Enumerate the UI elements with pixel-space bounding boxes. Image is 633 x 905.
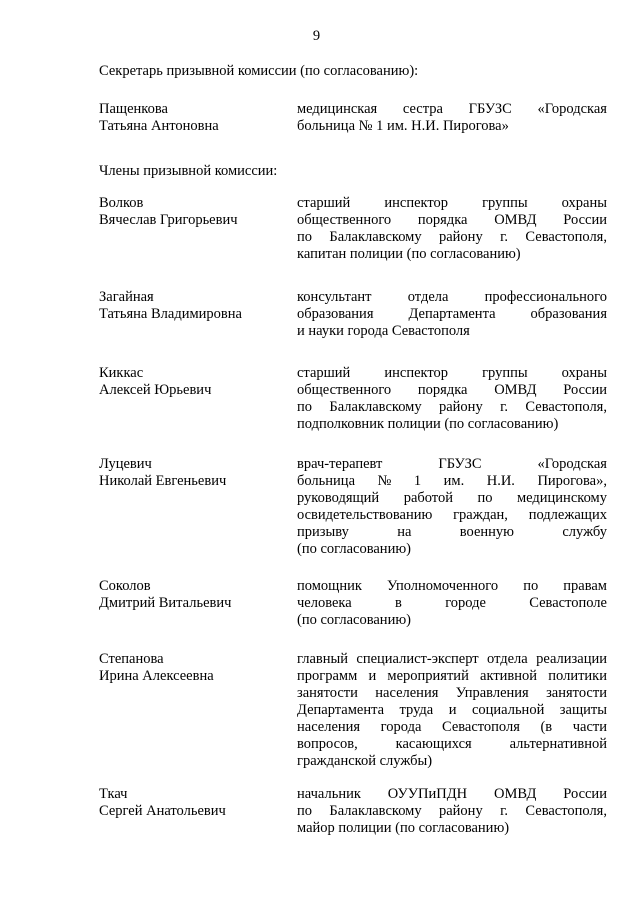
person-role bbox=[297, 786, 607, 837]
person-name bbox=[99, 289, 289, 323]
role-word: району bbox=[438, 229, 483, 245]
role-word: труда bbox=[399, 702, 434, 718]
role-line bbox=[297, 229, 607, 246]
role-word: «Городская bbox=[537, 456, 607, 472]
role-word: по bbox=[297, 229, 313, 245]
role-word: Севастополе bbox=[529, 595, 607, 611]
role-word: образования bbox=[297, 306, 374, 322]
role-word: занятости bbox=[297, 685, 358, 701]
person-surname: Соколов bbox=[99, 578, 151, 594]
secretary-heading: Секретарь призывной комиссии (по согласованию): bbox=[99, 63, 419, 79]
role-word: ОМВД bbox=[494, 212, 537, 228]
person-given-names: Алексей Юрьевич bbox=[99, 382, 212, 398]
person-given-names: Николай Евгеньевич bbox=[99, 473, 227, 489]
role-word: ОМВД bbox=[494, 382, 537, 398]
role-line bbox=[297, 820, 607, 837]
role-word: г. bbox=[500, 803, 509, 819]
role-line bbox=[297, 507, 607, 524]
person-given-names: Татьяна Владимировна bbox=[99, 306, 242, 322]
role-word: Пирогова», bbox=[537, 473, 607, 489]
role-word: города bbox=[380, 719, 422, 735]
role-line bbox=[297, 306, 607, 323]
person-name bbox=[99, 101, 289, 135]
person-surname: Волков bbox=[99, 195, 144, 211]
role-word: руководящий bbox=[297, 490, 380, 506]
role-word: Севастополя, bbox=[525, 399, 607, 415]
role-word: по bbox=[523, 578, 539, 594]
role-word: и науки города Севастополя bbox=[297, 323, 470, 339]
role-word: больница № 1 им. Н.И. Пирогова» bbox=[297, 118, 509, 134]
role-word: человека bbox=[297, 595, 352, 611]
role-line bbox=[297, 668, 607, 685]
role-word: сестра bbox=[402, 101, 443, 117]
role-line bbox=[297, 365, 607, 382]
person-role bbox=[297, 289, 607, 340]
person-role bbox=[297, 195, 607, 263]
role-word: и bbox=[368, 668, 377, 684]
role-word: капитан полиции (по согласованию) bbox=[297, 246, 521, 262]
person-surname: Загайная bbox=[99, 289, 154, 305]
role-word: (в bbox=[540, 719, 553, 735]
role-word: России bbox=[563, 786, 607, 802]
role-word: Севастополя, bbox=[525, 229, 607, 245]
role-word: Департамента bbox=[297, 702, 385, 718]
role-word: Севастополя bbox=[441, 719, 520, 735]
role-word: № bbox=[377, 473, 392, 489]
role-word: подполковник полиции (по согласованию) bbox=[297, 416, 559, 432]
person-surname: Степанова bbox=[99, 651, 164, 667]
role-line bbox=[297, 289, 607, 306]
role-line bbox=[297, 246, 607, 263]
role-word: военную bbox=[459, 524, 514, 540]
role-word: больница bbox=[297, 473, 355, 489]
role-word: работой bbox=[403, 490, 453, 506]
role-word: порядка bbox=[417, 382, 468, 398]
person-given-names: Вячеслав Григорьевич bbox=[99, 212, 238, 228]
role-word: району bbox=[438, 399, 483, 415]
person-given-names: Дмитрий Витальевич bbox=[99, 595, 232, 611]
role-word: г. bbox=[500, 399, 509, 415]
role-word: реализации bbox=[536, 651, 607, 667]
role-word: охраны bbox=[561, 365, 607, 381]
role-word: вопросов, bbox=[297, 736, 358, 752]
role-line bbox=[297, 685, 607, 702]
person-given-names: Сергей Анатольевич bbox=[99, 803, 226, 819]
role-word: Севастополя, bbox=[525, 803, 607, 819]
role-word: защиты bbox=[559, 702, 607, 718]
role-line bbox=[297, 416, 607, 433]
person-surname: Ткач bbox=[99, 786, 128, 802]
person-role bbox=[297, 365, 607, 433]
person-given-names: Татьяна Антоновна bbox=[99, 118, 219, 134]
role-word: Балаклавскому bbox=[329, 229, 422, 245]
role-word: альтернативной bbox=[509, 736, 607, 752]
role-word: в bbox=[395, 595, 402, 611]
person-name bbox=[99, 786, 289, 820]
role-word: населения bbox=[375, 685, 439, 701]
role-word: ОМВД bbox=[493, 786, 537, 802]
role-word: консультант bbox=[297, 289, 372, 305]
role-word: на bbox=[397, 524, 412, 540]
role-word: инспектор bbox=[384, 195, 449, 211]
person-role bbox=[297, 456, 607, 558]
role-word: ОУУПиПДН bbox=[387, 786, 468, 802]
role-word: группы bbox=[482, 195, 528, 211]
person-role bbox=[297, 578, 607, 629]
role-line bbox=[297, 399, 607, 416]
person-name bbox=[99, 578, 289, 612]
role-word: по bbox=[297, 399, 313, 415]
person-name bbox=[99, 651, 289, 685]
person-role bbox=[297, 101, 607, 135]
role-line bbox=[297, 595, 607, 612]
role-line bbox=[297, 524, 607, 541]
role-line bbox=[297, 382, 607, 399]
role-word: помощник bbox=[297, 578, 362, 594]
person-given-names: Ирина Алексеевна bbox=[99, 668, 214, 684]
role-word: старший bbox=[297, 365, 351, 381]
role-word: службу bbox=[562, 524, 607, 540]
role-word: и bbox=[448, 702, 457, 718]
role-word: профессионального bbox=[484, 289, 607, 305]
role-word: занятости bbox=[546, 685, 607, 701]
role-line bbox=[297, 473, 607, 490]
members-heading: Члены призывной комиссии: bbox=[99, 163, 278, 179]
role-line bbox=[297, 612, 607, 629]
role-line bbox=[297, 736, 607, 753]
role-word: России bbox=[563, 212, 607, 228]
role-word: району bbox=[438, 803, 483, 819]
role-word: освидетельствованию bbox=[297, 507, 433, 523]
role-word: «Городская bbox=[537, 101, 607, 117]
role-line bbox=[297, 101, 607, 118]
role-word: инспектор bbox=[384, 365, 449, 381]
person-surname: Луцевич bbox=[99, 456, 152, 472]
role-word: майор полиции (по согласованию) bbox=[297, 820, 510, 836]
role-line bbox=[297, 719, 607, 736]
role-word: Балаклавскому bbox=[329, 803, 422, 819]
role-word: правам bbox=[563, 578, 607, 594]
role-word: России bbox=[563, 382, 607, 398]
role-word: мероприятий bbox=[387, 668, 469, 684]
role-word: старший bbox=[297, 195, 351, 211]
role-word: подлежащих bbox=[528, 507, 607, 523]
role-line bbox=[297, 702, 607, 719]
role-word: Департамента bbox=[408, 306, 496, 322]
role-word: общественного bbox=[297, 212, 392, 228]
role-word: медицинскому bbox=[516, 490, 607, 506]
person-surname: Пащенкова bbox=[99, 101, 168, 117]
person-name bbox=[99, 195, 289, 229]
role-word: касающихся bbox=[395, 736, 472, 752]
role-word: ГБУЗС bbox=[438, 456, 482, 472]
role-line bbox=[297, 118, 607, 135]
role-line bbox=[297, 541, 607, 558]
role-word: им. bbox=[443, 473, 465, 489]
role-word: начальник bbox=[297, 786, 361, 802]
role-word: порядка bbox=[417, 212, 468, 228]
role-word: Управления bbox=[455, 685, 529, 701]
role-word: (по согласованию) bbox=[297, 541, 411, 557]
role-word: (по согласованию) bbox=[297, 612, 411, 628]
role-word: ГБУЗС bbox=[468, 101, 512, 117]
role-line bbox=[297, 490, 607, 507]
role-word: городе bbox=[445, 595, 486, 611]
role-word: г. bbox=[500, 229, 509, 245]
role-word: охраны bbox=[561, 195, 607, 211]
role-word: отдела bbox=[407, 289, 449, 305]
role-word: медицинская bbox=[297, 101, 378, 117]
person-surname: Киккас bbox=[99, 365, 144, 381]
role-word: общественного bbox=[297, 382, 392, 398]
role-word: 1 bbox=[413, 473, 422, 489]
role-word: врач-терапевт bbox=[297, 456, 383, 472]
role-word: по bbox=[297, 803, 313, 819]
role-line bbox=[297, 753, 607, 770]
role-word: Н.И. bbox=[486, 473, 515, 489]
role-word: социальной bbox=[471, 702, 545, 718]
role-line bbox=[297, 786, 607, 803]
role-word: Балаклавскому bbox=[329, 399, 422, 415]
role-line bbox=[297, 456, 607, 473]
role-word: по bbox=[477, 490, 493, 506]
role-word: группы bbox=[482, 365, 528, 381]
role-word: части bbox=[572, 719, 607, 735]
role-word: политики bbox=[548, 668, 607, 684]
role-word: населения bbox=[297, 719, 361, 735]
person-name bbox=[99, 456, 289, 490]
page-number: 9 bbox=[312, 28, 321, 44]
role-word: активной bbox=[480, 668, 538, 684]
role-word: граждан, bbox=[453, 507, 508, 523]
role-word: специалист-эксперт bbox=[356, 651, 479, 667]
role-line bbox=[297, 651, 607, 668]
person-name bbox=[99, 365, 289, 399]
role-line bbox=[297, 578, 607, 595]
role-line bbox=[297, 323, 607, 340]
role-word: образования bbox=[530, 306, 607, 322]
role-line bbox=[297, 803, 607, 820]
role-line bbox=[297, 212, 607, 229]
role-word: гражданской службы) bbox=[297, 753, 433, 769]
role-word: призыву bbox=[297, 524, 349, 540]
role-word: Уполномоченного bbox=[386, 578, 499, 594]
role-word: отдела bbox=[487, 651, 528, 667]
role-line bbox=[297, 195, 607, 212]
role-word: программ bbox=[297, 668, 358, 684]
role-word: главный bbox=[297, 651, 348, 667]
person-role bbox=[297, 651, 607, 770]
